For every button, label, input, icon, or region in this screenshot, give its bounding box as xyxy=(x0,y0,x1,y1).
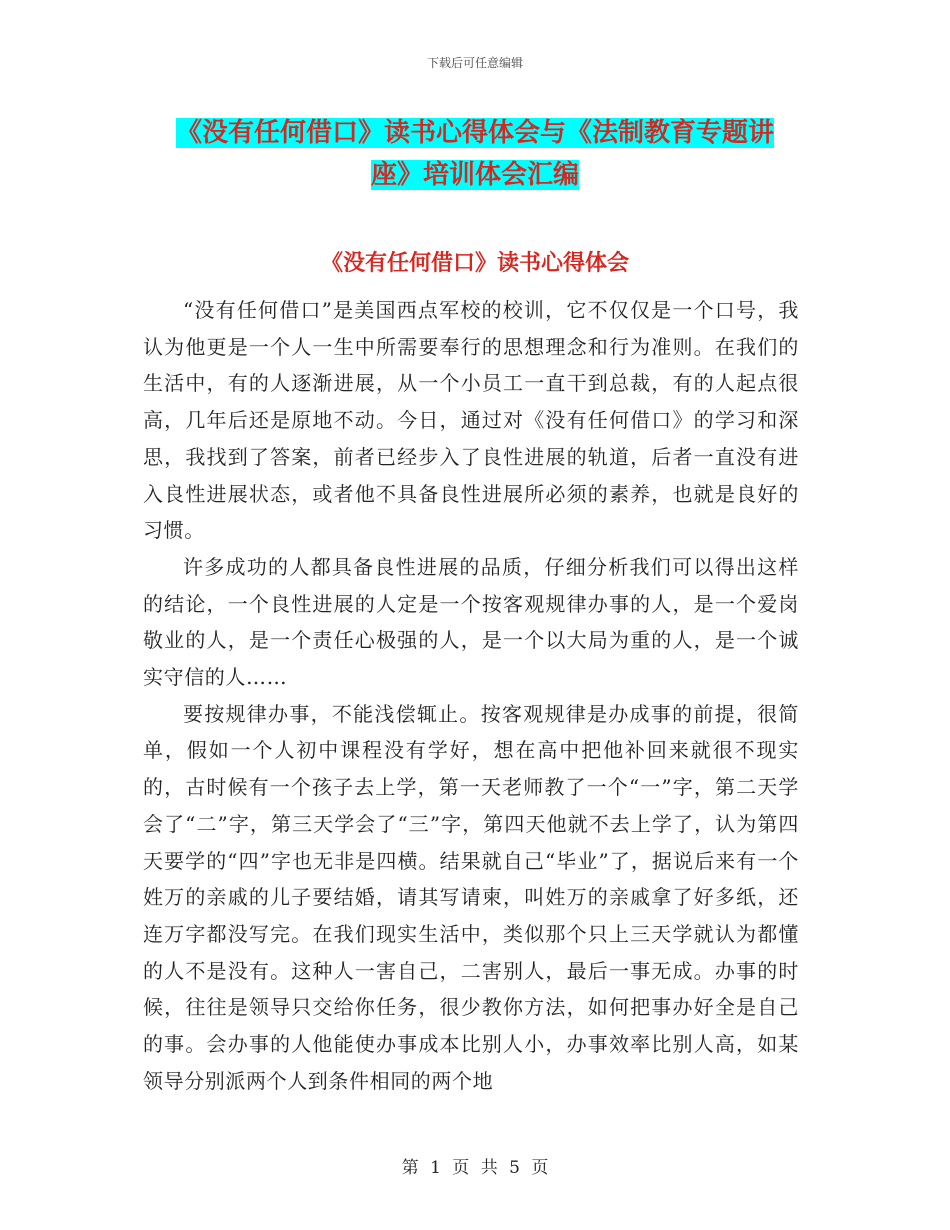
paragraph-1: “没有任何借口”是美国西点军校的校训，它不仅仅是一个口号，我认为他更是一个人一生中所需要奉行的思想理念和行为准则。在我们的生活中，有的人逐渐进展，从一个小员工一直干到总裁，有的人起点很高，几年后还是原地不动。今日，通过对《没有任何借口》的学习和深思，我找到了答案，前者已经步入了良性进展的轨道，后者一直没有进入良性进展状态，或者他不具备良性进展所必须的素养，也就是良好的习惯。 xyxy=(143,298,799,543)
paragraph-2: 许多成功的人都具备良性进展的品质，仔细分析我们可以得出这样的结论，一个良性进展的人定是一个按客观规律办事的人，是一个爱岗敬业的人，是一个责任心极强的人，是一个以大局为重的人，是一个诚实守信的人…… xyxy=(143,554,799,690)
page-footer: 第 1 页 共 5 页 xyxy=(401,1158,549,1178)
paragraph-3: 要按规律办事，不能浅偿辄止。按客观规律是办成事的前提，很简单，假如一个人初中课程没有学好，想在高中把他补回来就很不现实的，古时候有一个孩子去上学，第一天老师教了一个“一”字，第二天学会了“二”字，第三天学会了“三”字，第四天他就不去上学了，认为第四天要学的“四”字也无非是四横。结果就自己“毕业”了，据说后来有一个姓万的亲戚的儿子要结婚，请其写请柬，叫姓万的亲戚拿了好多纸，还连万字都没写完。在我们现实生活中，类似那个只上三天学就认为都懂的人不是没有。这种人一害自己，二害别人，最后一事无成。办事的时候，往往是领导只交给你任务，很少教你方法，如何把事办好全是自己的事。会办事的人他能使办事成本比别人小，办事效率比别人高，如某领导分别派两个人到条件相同的两个地 xyxy=(143,701,799,1093)
header-note: 下载后可任意编辑 xyxy=(426,56,523,70)
body-text xyxy=(143,292,799,1099)
section-title: 《没有任何借口》读书心得体会 xyxy=(320,251,629,276)
document-title-line-1: 《没有任何借口》读书心得体会与《法制教育专题讲 xyxy=(175,118,774,148)
document-title-line-2: 座》培训体会汇编 xyxy=(370,160,579,190)
document-title xyxy=(120,112,830,196)
